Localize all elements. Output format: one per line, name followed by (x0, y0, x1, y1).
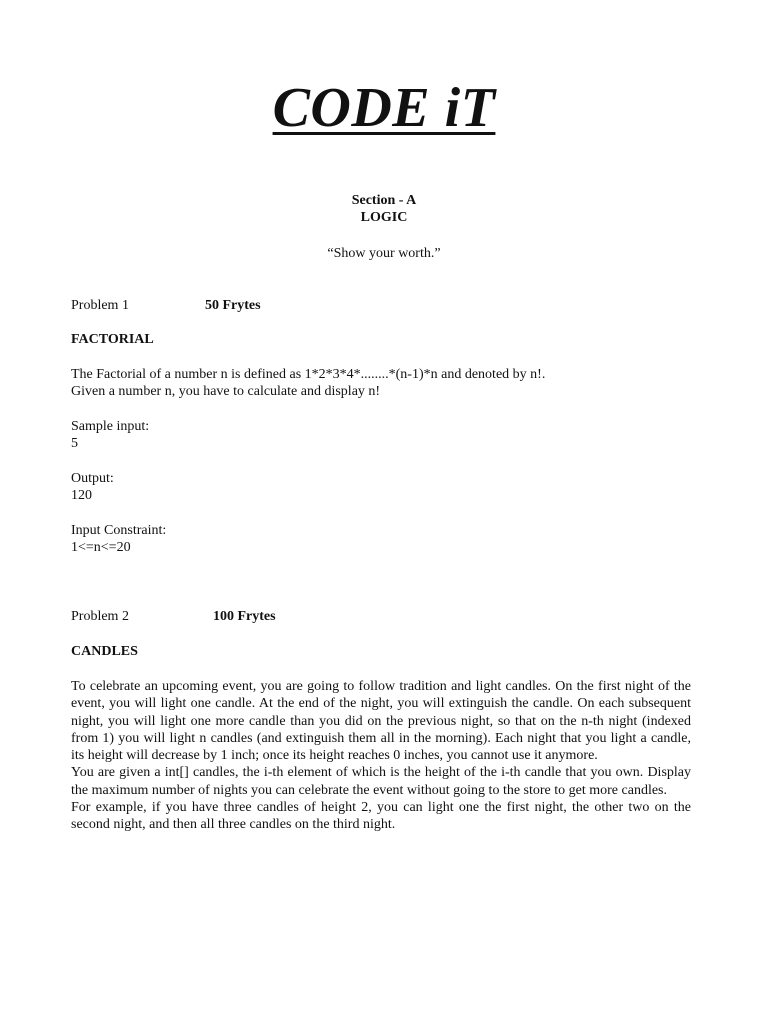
constraint-label: Input Constraint: (71, 523, 167, 538)
problem1-label: Problem 1 (71, 298, 129, 313)
section-name: LOGIC (360, 210, 408, 225)
sample-input-label: Sample input: (71, 419, 150, 434)
motto: “Show your worth.” (327, 246, 441, 261)
problem1-heading: FACTORIAL (71, 332, 154, 347)
section-label: Section - A (351, 193, 417, 208)
problem1-points: 50 Frytes (205, 298, 261, 313)
problem1-desc-line1: The Factorial of a number n is defined as 1*2*3*4*........*(n-1)*n and denoted by n!. (71, 367, 546, 382)
problem1-desc-line2: Given a number n, you have to calculate and display n! (71, 384, 381, 399)
problem2-paragraph-2: You are given a int[] candles, the i-th element of which is the height of the i-th candle that you own. Display the maximum number of nights you can celebrate the event without going to the store to get more candles. (71, 765, 691, 798)
output-value: 120 (71, 488, 92, 503)
problem2-points: 100 Frytes (213, 609, 276, 624)
problem2-paragraph-3: For example, if you have three candles of height 2, you can light one the first night, the other two on the second night, and then all three candles on the third night. (71, 800, 691, 833)
problem2-label: Problem 2 (71, 609, 129, 624)
problem2-paragraph-1: To celebrate an upcoming event, you are going to follow tradition and light candles. On the first night of the event, you will light one candle. At the end of the night, you will extinguish the candle. On each subsequent night, you will light one more candle than you did on the previous night, so that on the n-th night (indexed from 1) you will light n candles (and extinguish them all in the morning). Each night that you light a candle, its height will decrease by 1 inch; once its height reaches 0 inches, you cannot use it anymore. (71, 679, 691, 764)
output-label: Output: (71, 471, 114, 486)
problem2-heading: CANDLES (71, 644, 138, 659)
problem2-body (71, 678, 691, 834)
page-title: CODE iT (272, 77, 496, 139)
sample-input-value: 5 (71, 436, 78, 451)
constraint-value: 1<=n<=20 (71, 540, 131, 555)
